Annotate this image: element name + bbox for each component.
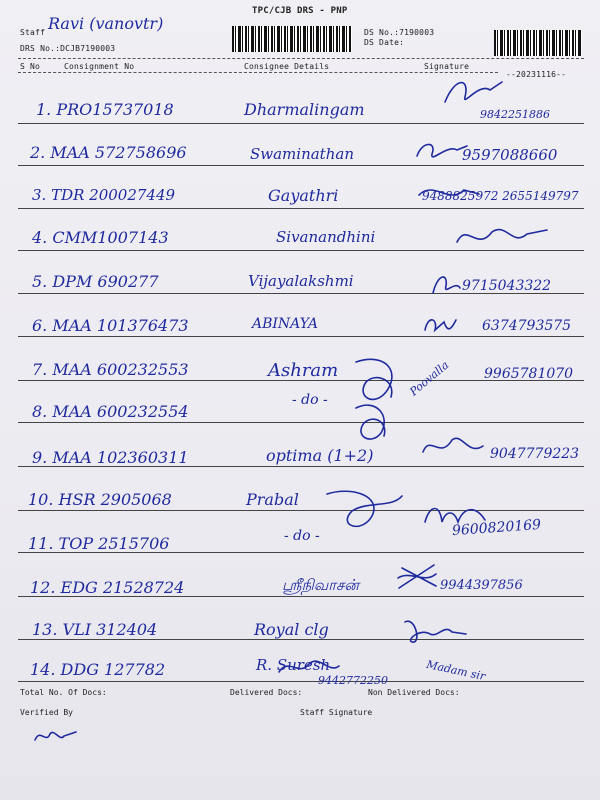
row-consignee: Gayathri xyxy=(268,186,339,205)
row-consignee: Prabal xyxy=(246,490,299,509)
row-entry: 2. MAA 572758696 xyxy=(30,143,187,162)
total-docs-label: Total No. Of Docs: xyxy=(20,688,107,697)
row-consignee: Dharmalingam xyxy=(244,100,365,119)
row-entry: 5. DPM 690277 xyxy=(32,272,159,291)
row-entry: 1. PRO15737018 xyxy=(36,100,174,119)
col-signature: Signature xyxy=(424,62,470,71)
row-phone: 6374793575 xyxy=(482,318,572,334)
row-phone: 9965781070 xyxy=(484,366,574,382)
ds-date: DS Date: xyxy=(364,38,405,47)
row-consignee: ABINAYA xyxy=(252,316,318,332)
row-consignee: - do - xyxy=(284,528,320,544)
signature-scribble xyxy=(420,310,460,340)
verifier-signature xyxy=(30,724,80,748)
row-rule xyxy=(18,336,584,337)
signature-scribble xyxy=(414,180,484,210)
row-rule xyxy=(18,422,584,423)
barcode-left xyxy=(232,26,352,52)
row-entry: 14. DDG 127782 xyxy=(30,660,166,679)
row-rule xyxy=(18,510,584,511)
row-consignee: R. Suresh xyxy=(256,656,331,674)
row-consignee: Royal clg xyxy=(254,620,329,639)
row-consignee: Sivanandhini xyxy=(276,228,376,246)
sheet-title: TPC/CJB DRS - PNP xyxy=(252,6,348,16)
signature-scribble xyxy=(428,268,464,298)
non-delivered-docs-label: Non Delivered Docs: xyxy=(368,688,460,697)
row-entry: 7. MAA 600232553 xyxy=(32,360,189,379)
signature-scribble xyxy=(274,652,344,682)
signature-scribble xyxy=(400,614,470,648)
row-entry: 8. MAA 600232554 xyxy=(32,402,189,421)
row-phone: 9944397856 xyxy=(440,578,523,593)
row-entry: 13. VLI 312404 xyxy=(32,620,158,639)
row-phone: 9600820169 xyxy=(451,516,542,540)
signature-scribble xyxy=(420,500,490,530)
signature-scribble xyxy=(346,398,406,448)
row-consignee: Vijayalakshmi xyxy=(248,272,354,290)
row-phone: 9442772250 xyxy=(318,674,388,687)
row-consignee: ஸ்ரீநிவாசன் xyxy=(282,576,359,594)
row-consignee: Swaminathan xyxy=(250,145,354,163)
col-sno: S No xyxy=(20,62,41,71)
row-rule xyxy=(18,123,584,124)
barcode-right xyxy=(494,30,582,56)
columns-divider xyxy=(18,72,498,73)
row-phone: 9597088660 xyxy=(462,146,558,164)
signature-scribble xyxy=(412,136,472,166)
signature-scribble xyxy=(418,432,488,462)
row-phone: 9047779223 xyxy=(490,446,580,462)
row-rule xyxy=(18,165,584,166)
header-divider xyxy=(18,58,584,59)
row7-sig-note: Poovalla xyxy=(407,358,452,399)
row-consignee: optima (1+2) xyxy=(266,446,374,465)
row-rule xyxy=(18,639,584,640)
row-entry: 12. EDG 21528724 xyxy=(30,578,185,597)
row-phone: 9842251886 xyxy=(480,108,550,121)
signature-scribble xyxy=(394,560,440,594)
row-consignee: - do - xyxy=(292,392,328,408)
row-entry: 6. MAA 101376473 xyxy=(32,316,189,335)
col-consignee: Consignee Details xyxy=(244,62,330,71)
staff-prefix: Staff xyxy=(20,28,46,37)
row-entry: 10. HSR 2905068 xyxy=(28,490,172,509)
staff-signature-label: Staff Signature xyxy=(300,708,373,717)
row-entry: 4. CMM1007143 xyxy=(32,228,169,247)
delivered-docs-label: Delivered Docs: xyxy=(230,688,303,697)
row-entry: 3. TDR 200027449 xyxy=(32,186,176,204)
row-phone: 9488825972 2655149797 xyxy=(422,189,579,203)
row-entry: 9. MAA 102360311 xyxy=(32,448,189,467)
ds-number: DS No.:7190003 xyxy=(364,28,435,37)
row14-note: Madam sir xyxy=(425,657,487,684)
verified-by-label: Verified By xyxy=(20,708,73,717)
signature-scribble xyxy=(452,222,552,252)
signature-scribble xyxy=(440,72,510,112)
row-consignee: Ashram xyxy=(268,360,339,381)
staff-name-handwritten: Ravi (vanovtr) xyxy=(48,14,164,33)
col-consignment: Consignment No xyxy=(64,62,135,71)
drs-number: DRS No.:DCJB7190003 xyxy=(20,44,116,53)
row-phone: 9715043322 xyxy=(462,278,552,294)
row-rule xyxy=(18,208,584,209)
signature-scribble xyxy=(322,486,412,536)
date-stamp: --20231116-- xyxy=(506,70,567,79)
row-entry: 11. TOP 2515706 xyxy=(28,534,170,553)
